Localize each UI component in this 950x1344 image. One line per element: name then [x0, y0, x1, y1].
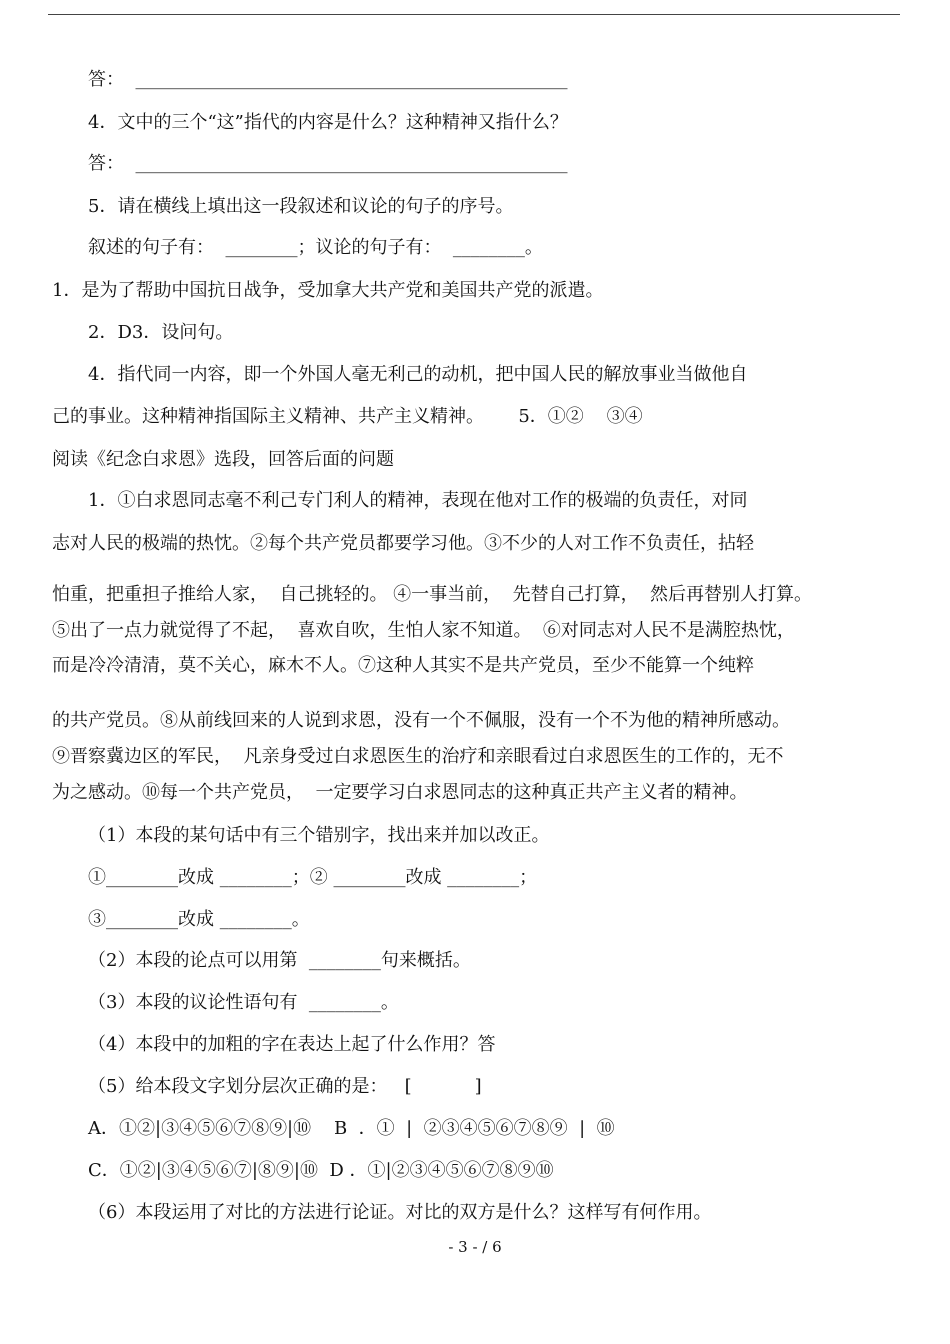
passage-line-3: 怕重，把重担子推给人家， 自己挑轻的。 ④一事当前， 先替自己打算， 然后再替别人打算。: [52, 584, 813, 605]
subquestion-1-blanks-b: ③________改成 ________。: [88, 909, 310, 930]
answer-2-3: 2．D3．设问句。: [88, 322, 234, 343]
passage-line-1: 1．①白求恩同志毫不利己专门利人的精神，表现在他对工作的极端的负责任，对同: [88, 490, 748, 511]
passage-line-5: 而是冷冷清清，莫不关心，麻木不人。⑦这种人其实不是共产党员，至少不能算一个纯粹: [52, 655, 754, 676]
reading-heading: 阅读《纪念白求恩》选段，回答后面的问题: [52, 449, 394, 470]
question-4: 4．文中的三个“这”指代的内容是什么？这种精神又指什么？: [88, 112, 568, 133]
answer-line-3: 答： ________________________________________________: [88, 69, 568, 90]
answer-1: 1．是为了帮助中国抗日战争，受加拿大共产党和美国共产党的派遣。: [52, 280, 604, 301]
option-c-d: C．①②|③④⑤⑥⑦|⑧⑨|⑩ D ．①|②③④⑤⑥⑦⑧⑨⑩: [88, 1160, 554, 1181]
header-rule: [48, 14, 900, 15]
answer-4-line-1: 4．指代同一内容，即一个外国人毫无利己的动机，把中国人民的解放事业当做他自: [88, 364, 748, 385]
subquestion-1: （1）本段的某句话中有三个错别字，找出来并加以改正。: [88, 825, 550, 846]
page-number: - 3 - / 6: [448, 1238, 502, 1256]
question-5: 5．请在横线上填出这一段叙述和议论的句子的序号。: [88, 196, 514, 217]
answer-line-4: 答： ________________________________________________: [88, 153, 568, 174]
question-5-blanks: 叙述的句子有： ________；议论的句子有： ________。: [88, 237, 543, 258]
subquestion-5: （5）给本段文字划分层次正确的是： [ ]: [88, 1076, 482, 1097]
answer-4-line-2: 己的事业。这种精神指国际主义精神、共产主义精神。 5．①② ③④: [52, 406, 643, 427]
passage-line-8: 为之感动。⑩每一个共产党员， 一定要学习白求恩同志的这种真正共产主义者的精神。: [52, 782, 748, 803]
subquestion-1-blanks-a: ①________改成 ________；② ________改成 ________；: [88, 867, 538, 888]
subquestion-6: （6）本段运用了对比的方法进行论证。对比的双方是什么？这样写有何作用。: [88, 1202, 712, 1223]
passage-line-4: ⑤出了一点力就觉得了不起， 喜欢自吹，生怕人家不知道。 ⑥对同志对人民不是满腔热忱，: [52, 620, 795, 641]
option-a-b: A．①②|③④⑤⑥⑦⑧⑨|⑩ B ．① | ②③④⑤⑥⑦⑧⑨ | ⑩: [88, 1118, 615, 1139]
passage-line-2: 志对人民的极端的热忱。②每个共产党员都要学习他。③不少的人对工作不负责任，拈轻: [52, 533, 754, 554]
subquestion-2: （2）本段的论点可以用第 ________句来概括。: [88, 950, 471, 971]
passage-line-7: ⑨晋察冀边区的军民， 凡亲身受过白求恩医生的治疗和亲眼看过白求恩医生的工作的，无不: [52, 746, 784, 767]
subquestion-3: （3）本段的议论性语句有 ________。: [88, 992, 399, 1013]
subquestion-4: （4）本段中的加粗的字在表达上起了什么作用？答: [88, 1034, 496, 1055]
passage-line-6: 的共产党员。⑧从前线回来的人说到求恩，没有一个不佩服，没有一个不为他的精神所感动。: [52, 710, 790, 731]
